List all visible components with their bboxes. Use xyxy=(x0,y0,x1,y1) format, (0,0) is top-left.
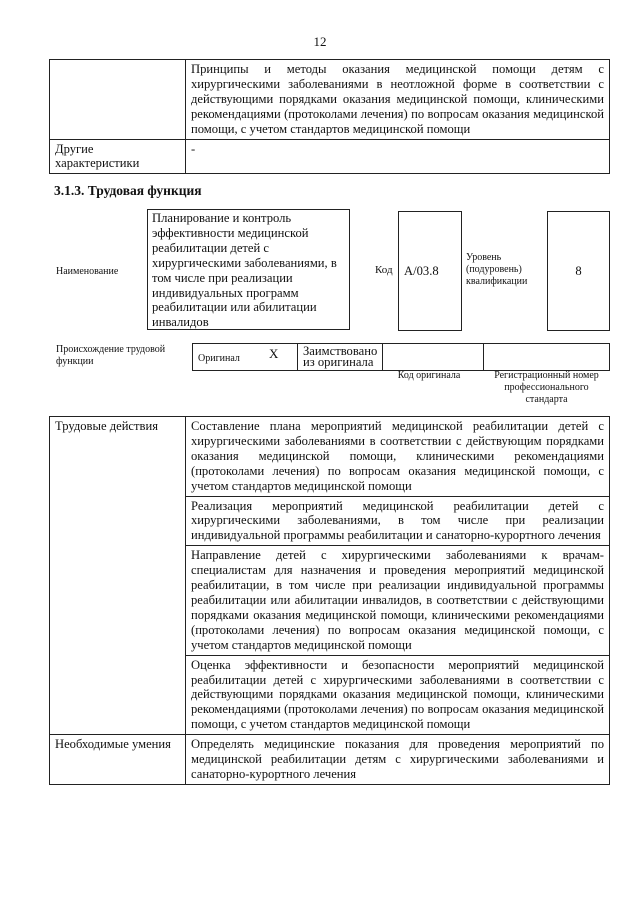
skills-label: Необходимые умения xyxy=(50,735,186,785)
original-mark: X xyxy=(269,346,279,361)
original-cell xyxy=(193,344,298,371)
level-value: 8 xyxy=(575,264,582,278)
row-label: Другие характеристики xyxy=(50,139,186,174)
table-row xyxy=(50,139,610,174)
row-label xyxy=(50,60,186,140)
reg-number-cell xyxy=(484,344,610,371)
original-label: Оригинал xyxy=(198,352,240,364)
action-item: Составление плана мероприятий медицинской реабилитации детей с хирургическими заболеваниями в соответствии с действующим порядками оказания медицинской помощи, клиническими рекомендациями (протоколами лечения) по вопросам оказания медицинской помощи, с учетом стандартов медицинской помощи xyxy=(186,417,610,497)
actions-label: Трудовые действия xyxy=(50,417,186,735)
code-label: Код xyxy=(375,264,393,276)
table-row xyxy=(50,417,610,497)
table-row xyxy=(193,344,610,371)
action-item: Оценка эффективности и безопасности мероприятий медицинской реабилитации детей с хирургическими заболеваниями в соответствии с действующими порядками оказания медицинской помощи, клиническими рекомендациями (протоколами лечения) по вопросам оказания медицинской помощи, с учетом стандартов медицинской помощи xyxy=(186,655,610,735)
name-value-box xyxy=(147,209,350,330)
level-value-box xyxy=(547,211,610,331)
action-item: Реализация мероприятий медицинской реабилитации детей с хирургическими заболеваниями, в том числе при реализации индивидуальной программы реабилитации и санаторно-курортного лечения xyxy=(186,496,610,546)
origin-label: Происхождение трудовой функции xyxy=(56,344,166,367)
action-item: Направление детей с хирургическими заболеваниями к врачам-специалистам для назначения и проведения мероприятий медицинской реабилитации, в том числе при реализации индивидуальной программы реабилитации или абилитации инвалидов, в соответствии с действующими порядками оказания медицинской помощи, клиническими рекомендациями (протоколами лечения) по вопросам оказания медицинской помощи, с учетом стандартов медицинской помощи xyxy=(186,546,610,655)
section-heading: 3.1.3. Трудовая функция xyxy=(54,183,202,198)
code-original-cell xyxy=(383,344,484,371)
origin-table xyxy=(192,343,610,371)
code-value-box xyxy=(398,211,462,331)
borrowed-label: Заимствовано из оригинала xyxy=(298,344,383,371)
table-row xyxy=(50,735,610,785)
page-number: 12 xyxy=(313,34,327,49)
name-label: Наименование xyxy=(56,266,119,277)
reg-number-label: Регистрационный номер профессионального стандарта xyxy=(494,370,599,405)
top-table xyxy=(49,59,610,174)
row-text: Принципы и методы оказания медицинской помощи детям с хирургическими заболеваниями в неотложной форме в соответствии с действующими порядками оказания медицинской помощи, клиническими рекомендациями (протоколами лечения) по вопросам оказания медицинской помощи, с учетом стандартов медицинской помощи xyxy=(186,60,610,140)
row-text: - xyxy=(186,139,610,174)
table-row xyxy=(50,60,610,140)
code-original-label: Код оригинала xyxy=(397,370,461,381)
code-value: A/03.8 xyxy=(404,264,439,278)
name-value: Планирование и контроль эффективности медицинской реабилитации детей с хирургическими заболеваниями, в том числе при реализации индивидуальных программ реабилитации или абилитации инвалидов xyxy=(152,211,337,330)
level-label: Уровень (подуровень) квалификации xyxy=(466,252,528,287)
skill-item: Определять медицинские показания для проведения мероприятий по медицинской реабилитации детям с хирургическими заболеваниями и санаторно-курортного лечения xyxy=(186,735,610,785)
main-table xyxy=(49,416,610,785)
